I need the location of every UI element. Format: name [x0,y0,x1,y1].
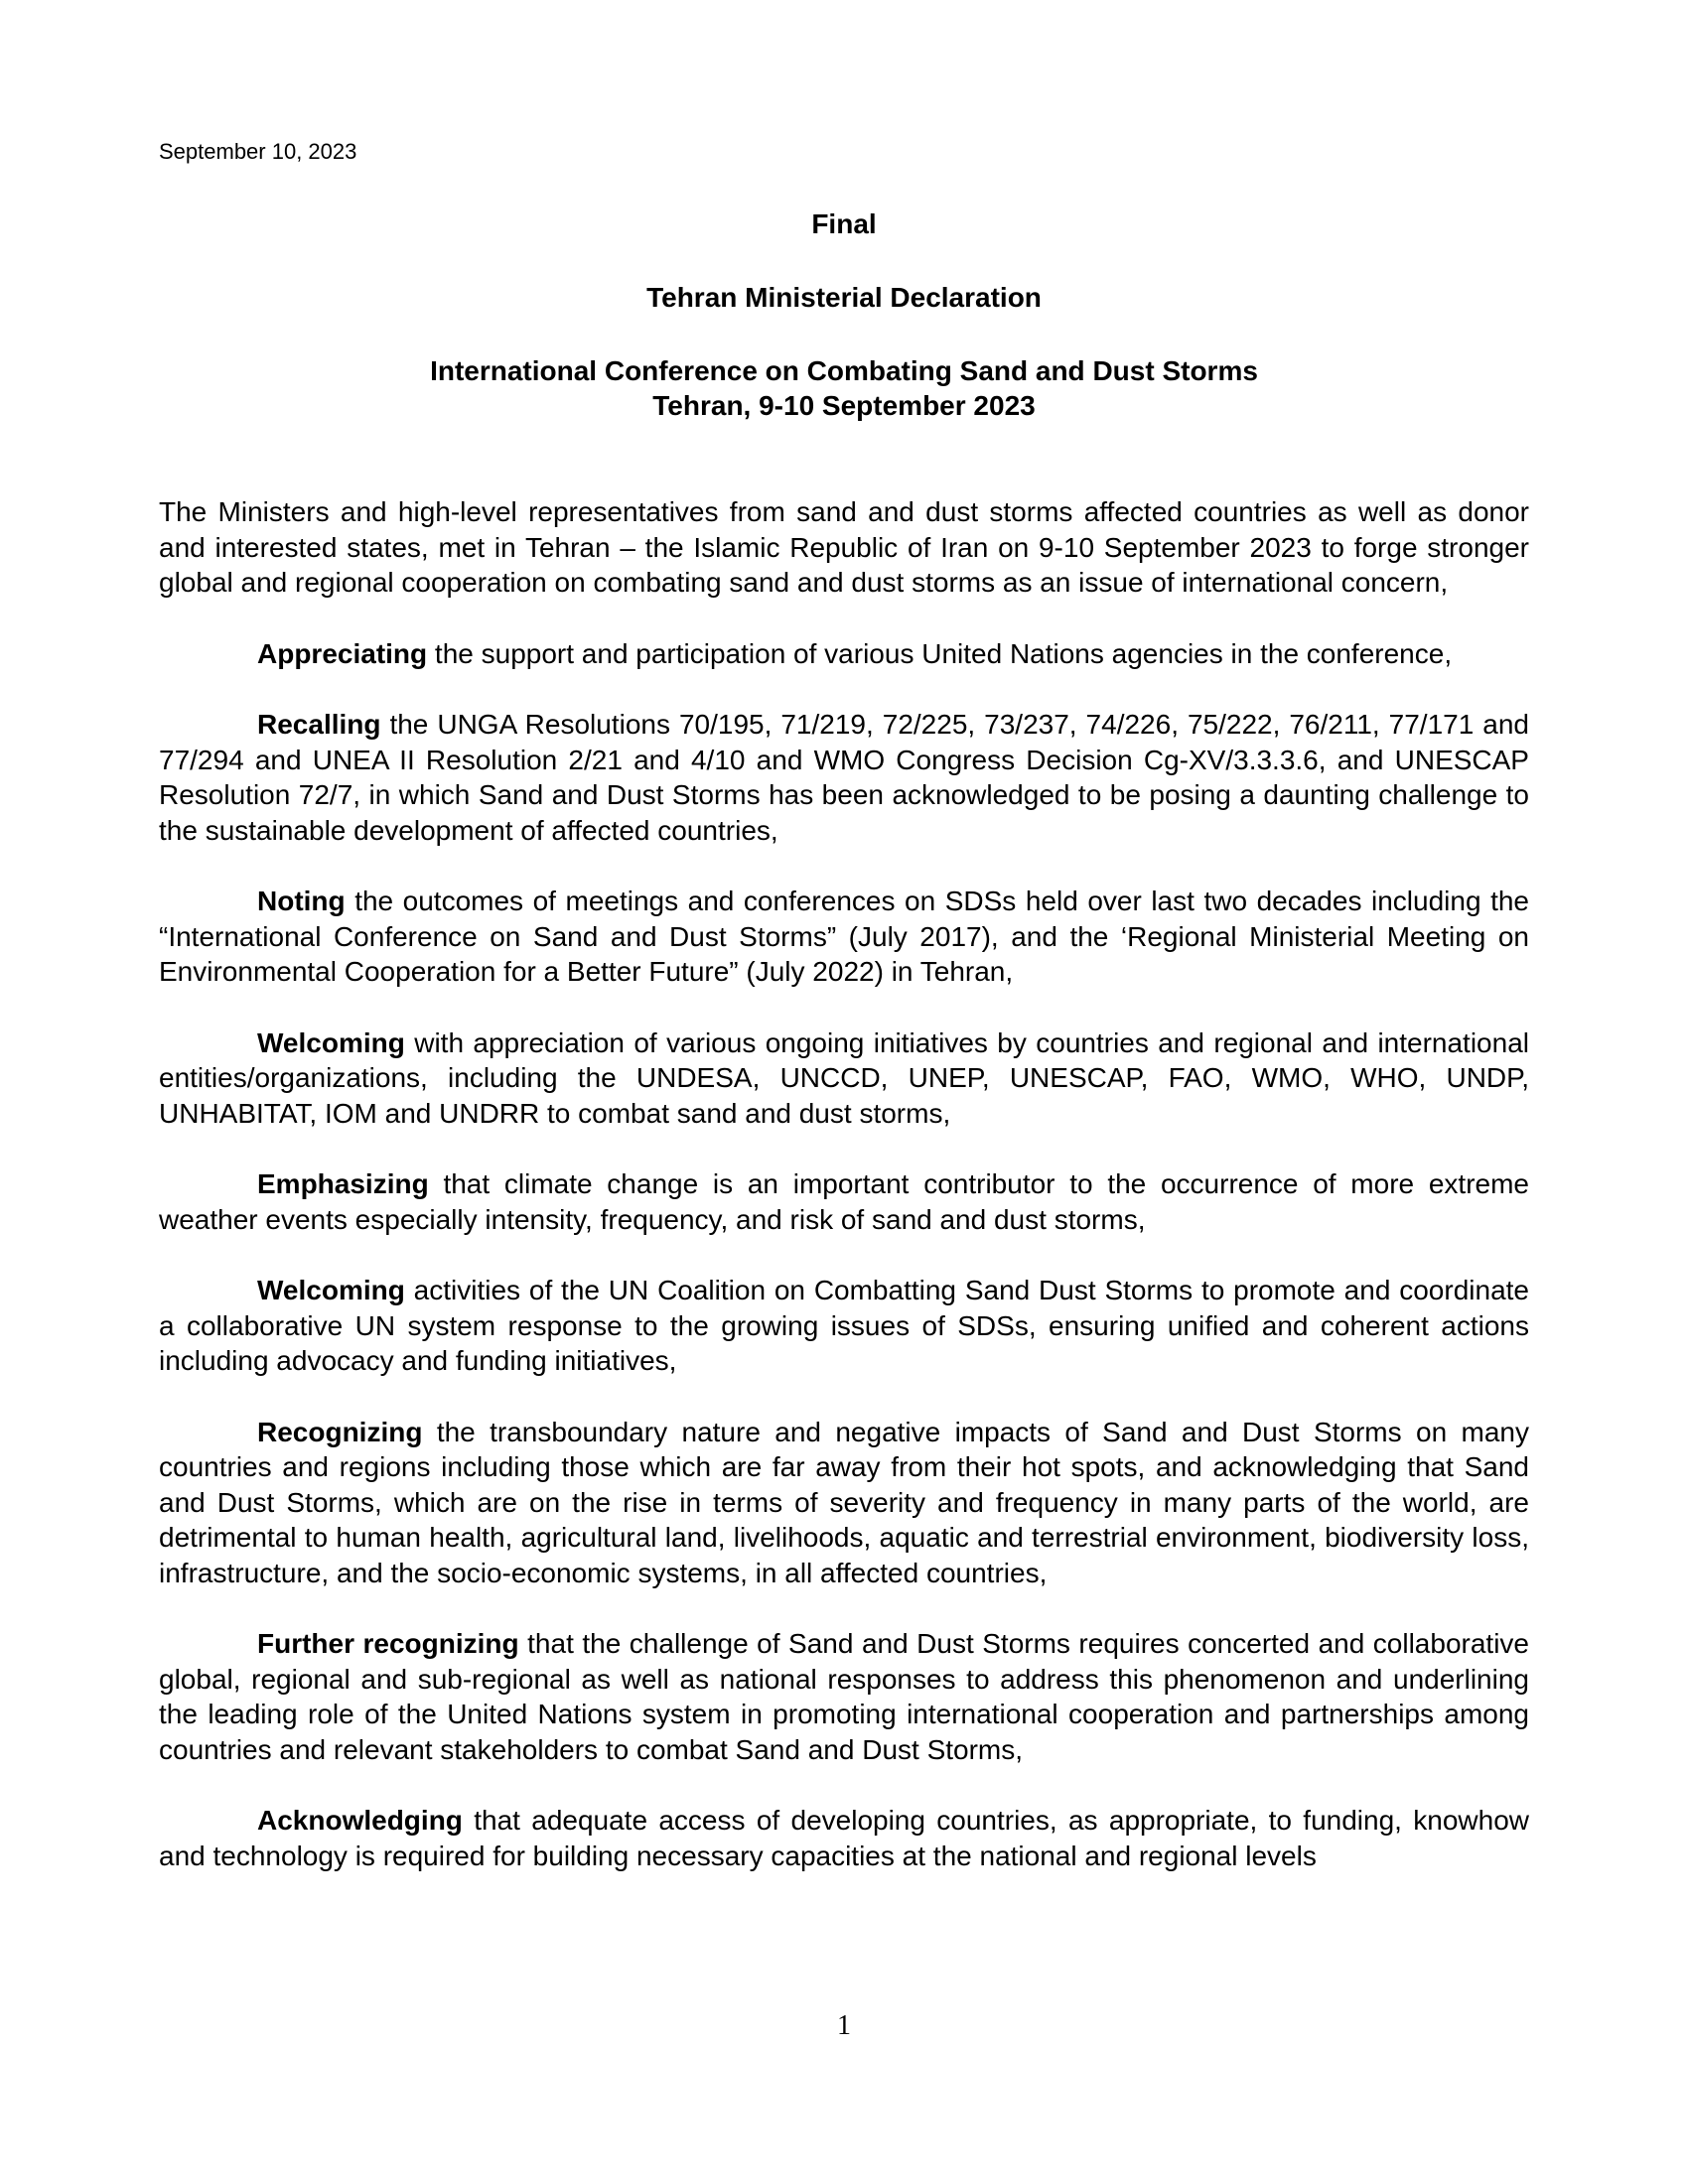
clause-lead: Recognizing [257,1416,423,1447]
declaration-body [159,494,1529,1909]
clause-text: the support and participation of various United Nations agencies in the conference, [427,637,1453,669]
clause-text: with appreciation of various ongoing initiatives by countries and regional and international entities/organizations, including the UNDESA, UNCCD, UNEP, UNESCAP, FAO, WMO, WHO, UNDP, UNHABITAT, IOM and UNDRR to combat sand and dust storms, [159,1026,1529,1129]
page-number: 1 [837,2010,851,2041]
clause-text: the UNGA Resolutions 70/195, 71/219, 72/225, 73/237, 74/226, 75/222, 76/211, 77/171 and 77/294 and UNEA II Resolution 2/21 and 4/10 and WMO Congress Decision Cg-XV/3.3.3.6, and UNESCAP Resolution 72/7, in which Sand and Dust Storms has been acknowledged to be posing a daunting challenge to the sustainable development of affected countries, [159,709,1529,846]
clause-lead: Noting [257,886,346,916]
document-status: Final [811,208,877,239]
preamble-paragraph [159,494,1529,601]
clause-lead: Emphasizing [257,1168,429,1199]
clause-lead: Further recognizing [257,1628,519,1659]
clause-lead: Appreciating [257,637,428,669]
clause-text: activities of the UN Coalition on Combatting Sand Dust Storms to promote and coordinate a collaborative UN system response to the growing issues of SDSs, ensuring unified and coherent actions including advocacy and funding initiatives, [159,1275,1529,1376]
clause-lead: Recalling [257,709,381,740]
clause-text: that climate change is an important contributor to the occurrence of more extreme weather events especially intensity, frequency, and risk of sand and dust storms, [159,1168,1529,1235]
clause-recalling [159,707,1529,848]
clause-lead: Welcoming [257,1026,405,1058]
clause-text: that the challenge of Sand and Dust Storms requires concerted and collaborative global, regional and sub-regional as well as national responses to address this phenomenon and underlining the leading role of the United Nations system in promoting international cooperation and partnerships among countries and relevant stakeholders to combat Sand and Dust Storms, [159,1628,1529,1765]
conference-place-date: Tehran, 9-10 September 2023 [652,390,1036,421]
document-title: Tehran Ministerial Declaration [646,282,1042,313]
clause-text: that adequate access of developing countries, as appropriate, to funding, knowhow and technology is required for building necessary capacities at the national and regional levels [159,1805,1529,1871]
clause-recognizing [159,1415,1529,1591]
document-date: September 10, 2023 [159,139,357,164]
clause-further-recognizing [159,1626,1529,1767]
clause-noting [159,884,1529,990]
clause-emphasizing [159,1166,1529,1237]
clause-welcoming-coalition [159,1273,1529,1379]
clause-lead: Acknowledging [257,1805,463,1836]
clause-lead: Welcoming [257,1275,405,1305]
clause-acknowledging [159,1803,1529,1873]
clause-text: the outcomes of meetings and conferences on SDSs held over last two decades including the “International Conference on Sand and Dust Storms” (July 2017), and the ‘Regional Ministerial Meeting on Environmental Cooperation for a Better Future” (July 2022) in Tehran, [159,886,1529,987]
clause-text: the transboundary nature and negative impacts of Sand and Dust Storms on many countries and regions including those which are far away from their hot spots, and acknowledging that Sand and Dust Storms, which are on the rise in terms of severity and frequency in many parts of the world, are detrimental to human health, agricultural land, livelihoods, aquatic and terrestrial environment, biodiversity loss, infrastructure, and the socio-economic systems, in all affected countries, [159,1416,1529,1588]
paragraph-text: The Ministers and high-level representatives from sand and dust storms affected countries as well as donor and interested states, met in Tehran – the Islamic Republic of Iran on 9-10 September 2023 to forge stronger global and regional cooperation on combating sand and dust storms as an issue of international concern, [159,496,1529,598]
clause-appreciating [159,636,1529,672]
conference-name: International Conference on Combating Sand and Dust Storms [430,355,1258,386]
clause-welcoming-initiatives [159,1025,1529,1132]
